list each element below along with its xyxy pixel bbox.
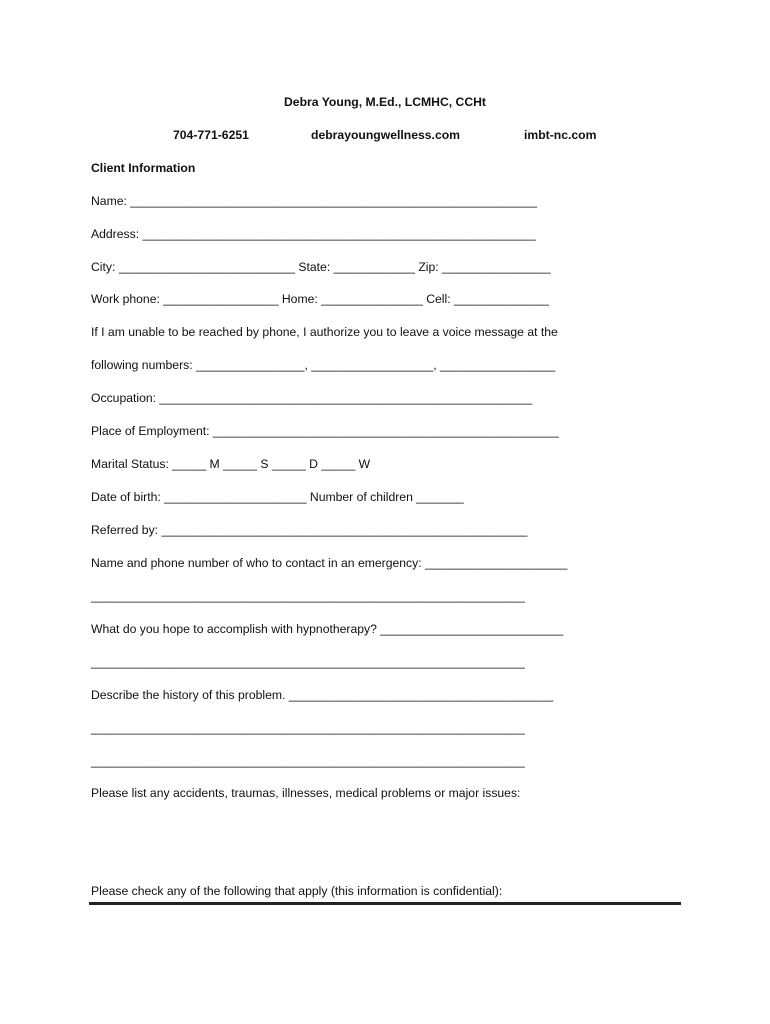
hypnotherapy-goal-field[interactable]: What do you hope to accomplish with hypnotherapy? ___________________________ — [91, 622, 564, 636]
emergency-contact-line[interactable]: ________________________________________________________________ — [91, 589, 525, 603]
practitioner-name: Debra Young, M.Ed., LCMHC, CCHt — [284, 95, 486, 109]
emergency-contact-field[interactable]: Name and phone number of who to contact in an emergency: _____________________ — [91, 556, 568, 570]
city-state-zip-field[interactable]: City: __________________________ State: ____________ Zip: ________________ — [91, 260, 551, 274]
accidents-prompt: Please list any accidents, traumas, illnesses, medical problems or major issues: — [91, 786, 521, 800]
phone-number: 704-771-6251 — [173, 128, 249, 142]
website-link-2[interactable]: imbt-nc.com — [524, 128, 597, 142]
website-link-1[interactable]: debrayoungwellness.com — [311, 128, 460, 142]
voice-message-text: If I am unable to be reached by phone, I authorize you to leave a voice message at the — [91, 325, 558, 339]
employment-field[interactable]: Place of Employment: ___________________________________________________ — [91, 424, 559, 438]
address-field[interactable]: Address: __________________________________________________________ — [91, 227, 536, 241]
dob-children-field[interactable]: Date of birth: _____________________ Number of children _______ — [91, 490, 464, 504]
referred-by-field[interactable]: Referred by: ______________________________________________________ — [91, 523, 528, 537]
hypnotherapy-goal-line[interactable]: ________________________________________________________________ — [91, 655, 525, 669]
marital-status-field[interactable]: Marital Status: _____ M _____ S _____ D _____ W — [91, 457, 371, 471]
section-divider — [89, 902, 681, 905]
problem-history-field[interactable]: Describe the history of this problem. _______________________________________ — [91, 688, 554, 702]
name-field[interactable]: Name: ____________________________________________________________ — [91, 194, 537, 208]
checklist-prompt: Please check any of the following that apply (this information is confidential): — [91, 884, 503, 898]
voice-message-numbers-field[interactable]: following numbers: ________________, __________________, _________________ — [91, 358, 556, 372]
phone-fields[interactable]: Work phone: _________________ Home: _______________ Cell: ______________ — [91, 292, 549, 306]
problem-history-line-1[interactable]: ________________________________________________________________ — [91, 721, 525, 735]
occupation-field[interactable]: Occupation: _______________________________________________________ — [91, 391, 533, 405]
section-title: Client Information — [91, 161, 196, 175]
problem-history-line-2[interactable]: ________________________________________________________________ — [91, 754, 525, 768]
